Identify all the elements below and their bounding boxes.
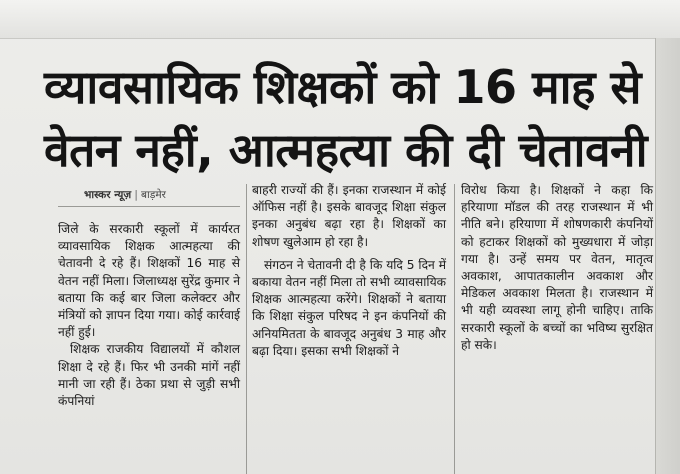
article-column-2 — [252, 182, 446, 360]
headline-line-1: व्यावसायिक शिक्षकों को 16 माह से — [44, 60, 642, 114]
headline-line-2: वेतन नहीं, आत्महत्या की दी चेतावनी — [44, 123, 647, 177]
article-column-1 — [58, 221, 240, 410]
paragraph: शिक्षक राजकीय विद्यालयों में कौशल शिक्षा दे रहे हैं। फिर भी उनकी मांगें नहीं मानी जा रही हैं। ठेका प्रथा से जुड़ी सभी कंपनियां — [58, 342, 240, 409]
column-divider-1 — [246, 184, 247, 474]
article-column-3 — [461, 182, 653, 354]
paragraph: संगठन ने चेतावनी दी है कि यदि 5 दिन में बकाया वेतन नहीं मिला तो सभी व्यावसायिक शिक्षक आत्महत्या करेंगे। शिक्षकों ने बताया कि शिक्षा संकुल परिषद ने इन कंपनियों की अनियमितता के बावजूद अनुबंध 3 माह और बढ़ा दिया। इसका सभी शिक्षकों ने — [252, 257, 446, 358]
paragraph: जिले के सरकारी स्कूलों में कार्यरत व्यावसायिक शिक्षक आत्महत्या की चेतावनी दे रहे हैं। शिक्षकों 16 माह से वेतन नहीं मिला। जिलाध्यक्ष सुरेंद्र कुमार ने बताया कि कई बार जिला कलेक्टर और मंत्रियों को ज्ञापन दिया गया। कोई कार्रवाई नहीं हुई। — [58, 222, 240, 340]
paragraph: बाहरी राज्यों की हैं। इनका राजस्थान में कोई ऑफिस नहीं है। इसके बावजूद शिक्षा संकुल इनका अनुबंध बढ़ा रहा है। शिक्षकों का शोषण खुलेआम हो रहा है। — [252, 183, 446, 249]
article-headline — [44, 56, 647, 182]
adjacent-article-edge — [655, 38, 680, 474]
byline-separator: | — [134, 189, 139, 201]
column-divider-2 — [454, 184, 455, 474]
top-adjacent-column-strip — [0, 0, 680, 39]
byline-city: बाड़मेर — [141, 189, 166, 201]
byline — [84, 188, 166, 202]
byline-rule — [58, 206, 240, 207]
paragraph: विरोध किया है। शिक्षकों ने कहा कि हरियाणा मॉडल की तरह राजस्थान में भी नीति बने। हरियाणा में शोषणकारी कंपनियों को हटाकर शिक्षकों को मुख्यधारा में जोड़ा गया है। उन्हें समय पर वेतन, मातृत्व अवकाश, आपातकालीन अवकाश और मेडिकल अवकाश मिलता है। राजस्थान में भी यही व्यवस्था लागू होनी चाहिए। ताकि सरकारी स्कूलों के बच्चों का भविष्य सुरक्षित हो सके। — [461, 183, 653, 352]
byline-source: भास्कर न्यूज़ — [84, 189, 132, 201]
